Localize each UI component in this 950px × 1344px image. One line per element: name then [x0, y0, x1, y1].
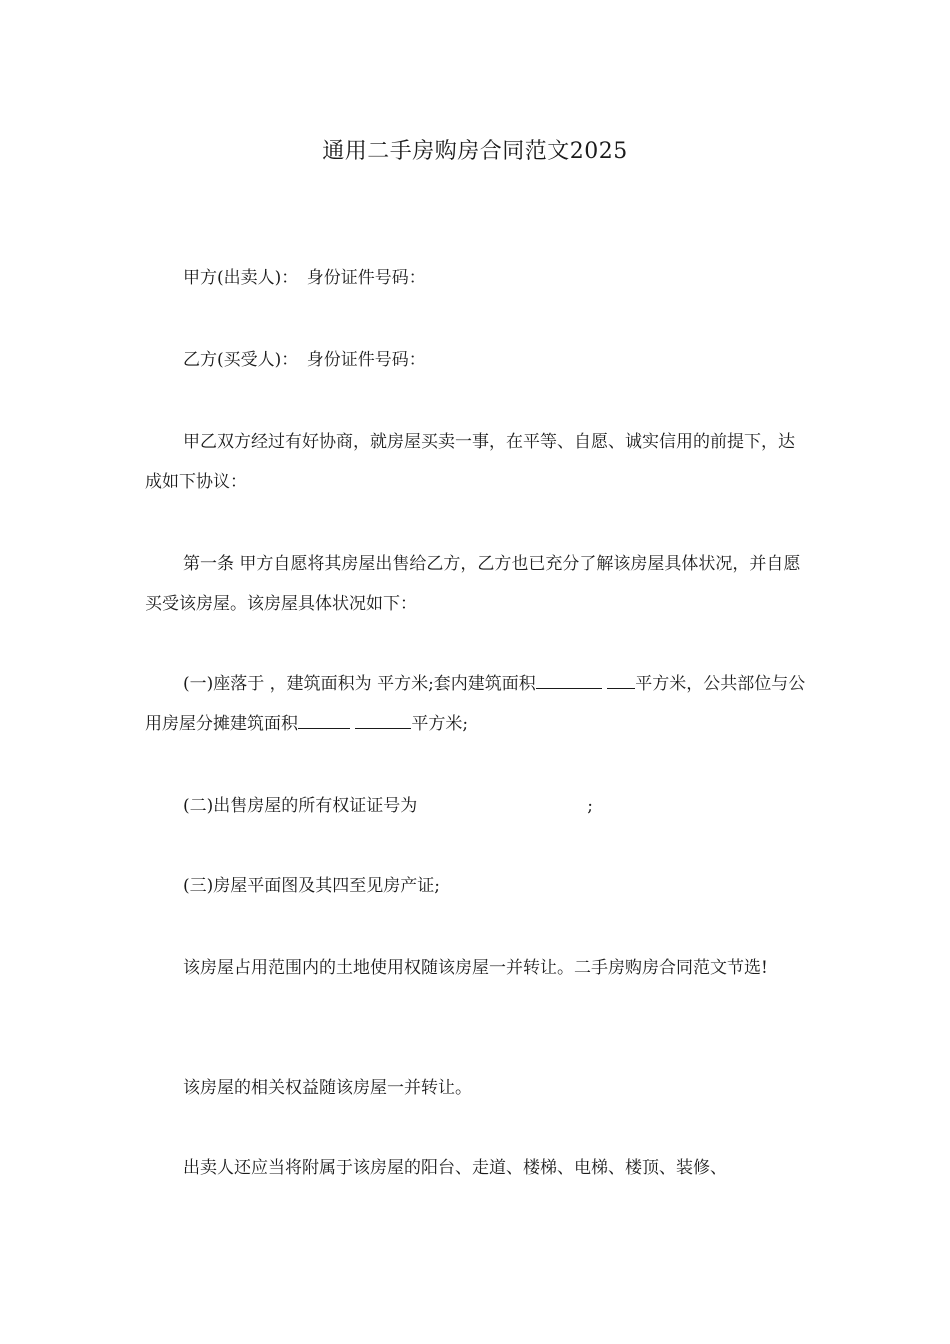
blank-line [607, 670, 635, 689]
blank-line [298, 710, 350, 729]
preamble-paragraph: 甲乙双方经过有好协商，就房屋买卖一事，在平等、自愿、诚实信用的前提下，达成如下协议： [145, 432, 795, 492]
party-b-line: 乙方(买受人)： 身份证件号码： [183, 350, 426, 370]
document-title: 通用二手房购房合同范文2025 [322, 139, 628, 164]
item-1-text-c: 平方米; [411, 714, 469, 734]
land-use-paragraph: 该房屋占用范围内的土地使用权随该房屋一并转让。二手房购房合同范文节选! [183, 958, 768, 978]
item-3-paragraph: (三)房屋平面图及其四至见房产证; [183, 876, 440, 896]
blank-line [355, 710, 411, 729]
article-1-paragraph: 第一条 甲方自愿将其房屋出售给乙方，乙方也已充分了解该房屋具体状况，并自愿买受该房屋。该房屋具体状况如下： [145, 554, 801, 614]
item-1-text-a: (一)座落于 ，建筑面积为 平方米;套内建筑面积 [183, 674, 536, 694]
item-1-text-b: 平方米，公共部位与公用房屋分摊建筑面积 [145, 674, 806, 734]
rights-paragraph: 该房屋的相关权益随该房屋一并转让。 [183, 1078, 472, 1098]
item-2-text: (二)出售房屋的所有权证证号为 [183, 796, 418, 816]
item-2-end: ; [587, 796, 593, 816]
blank-line [536, 670, 602, 689]
item-1-paragraph [145, 664, 807, 744]
item-2-paragraph [145, 786, 807, 826]
seller-obligation-paragraph: 出卖人还应当将附属于该房屋的阳台、走道、楼梯、电梯、楼顶、装修、 [183, 1158, 727, 1178]
party-a-line: 甲方(出卖人)： 身份证件号码： [183, 268, 426, 288]
